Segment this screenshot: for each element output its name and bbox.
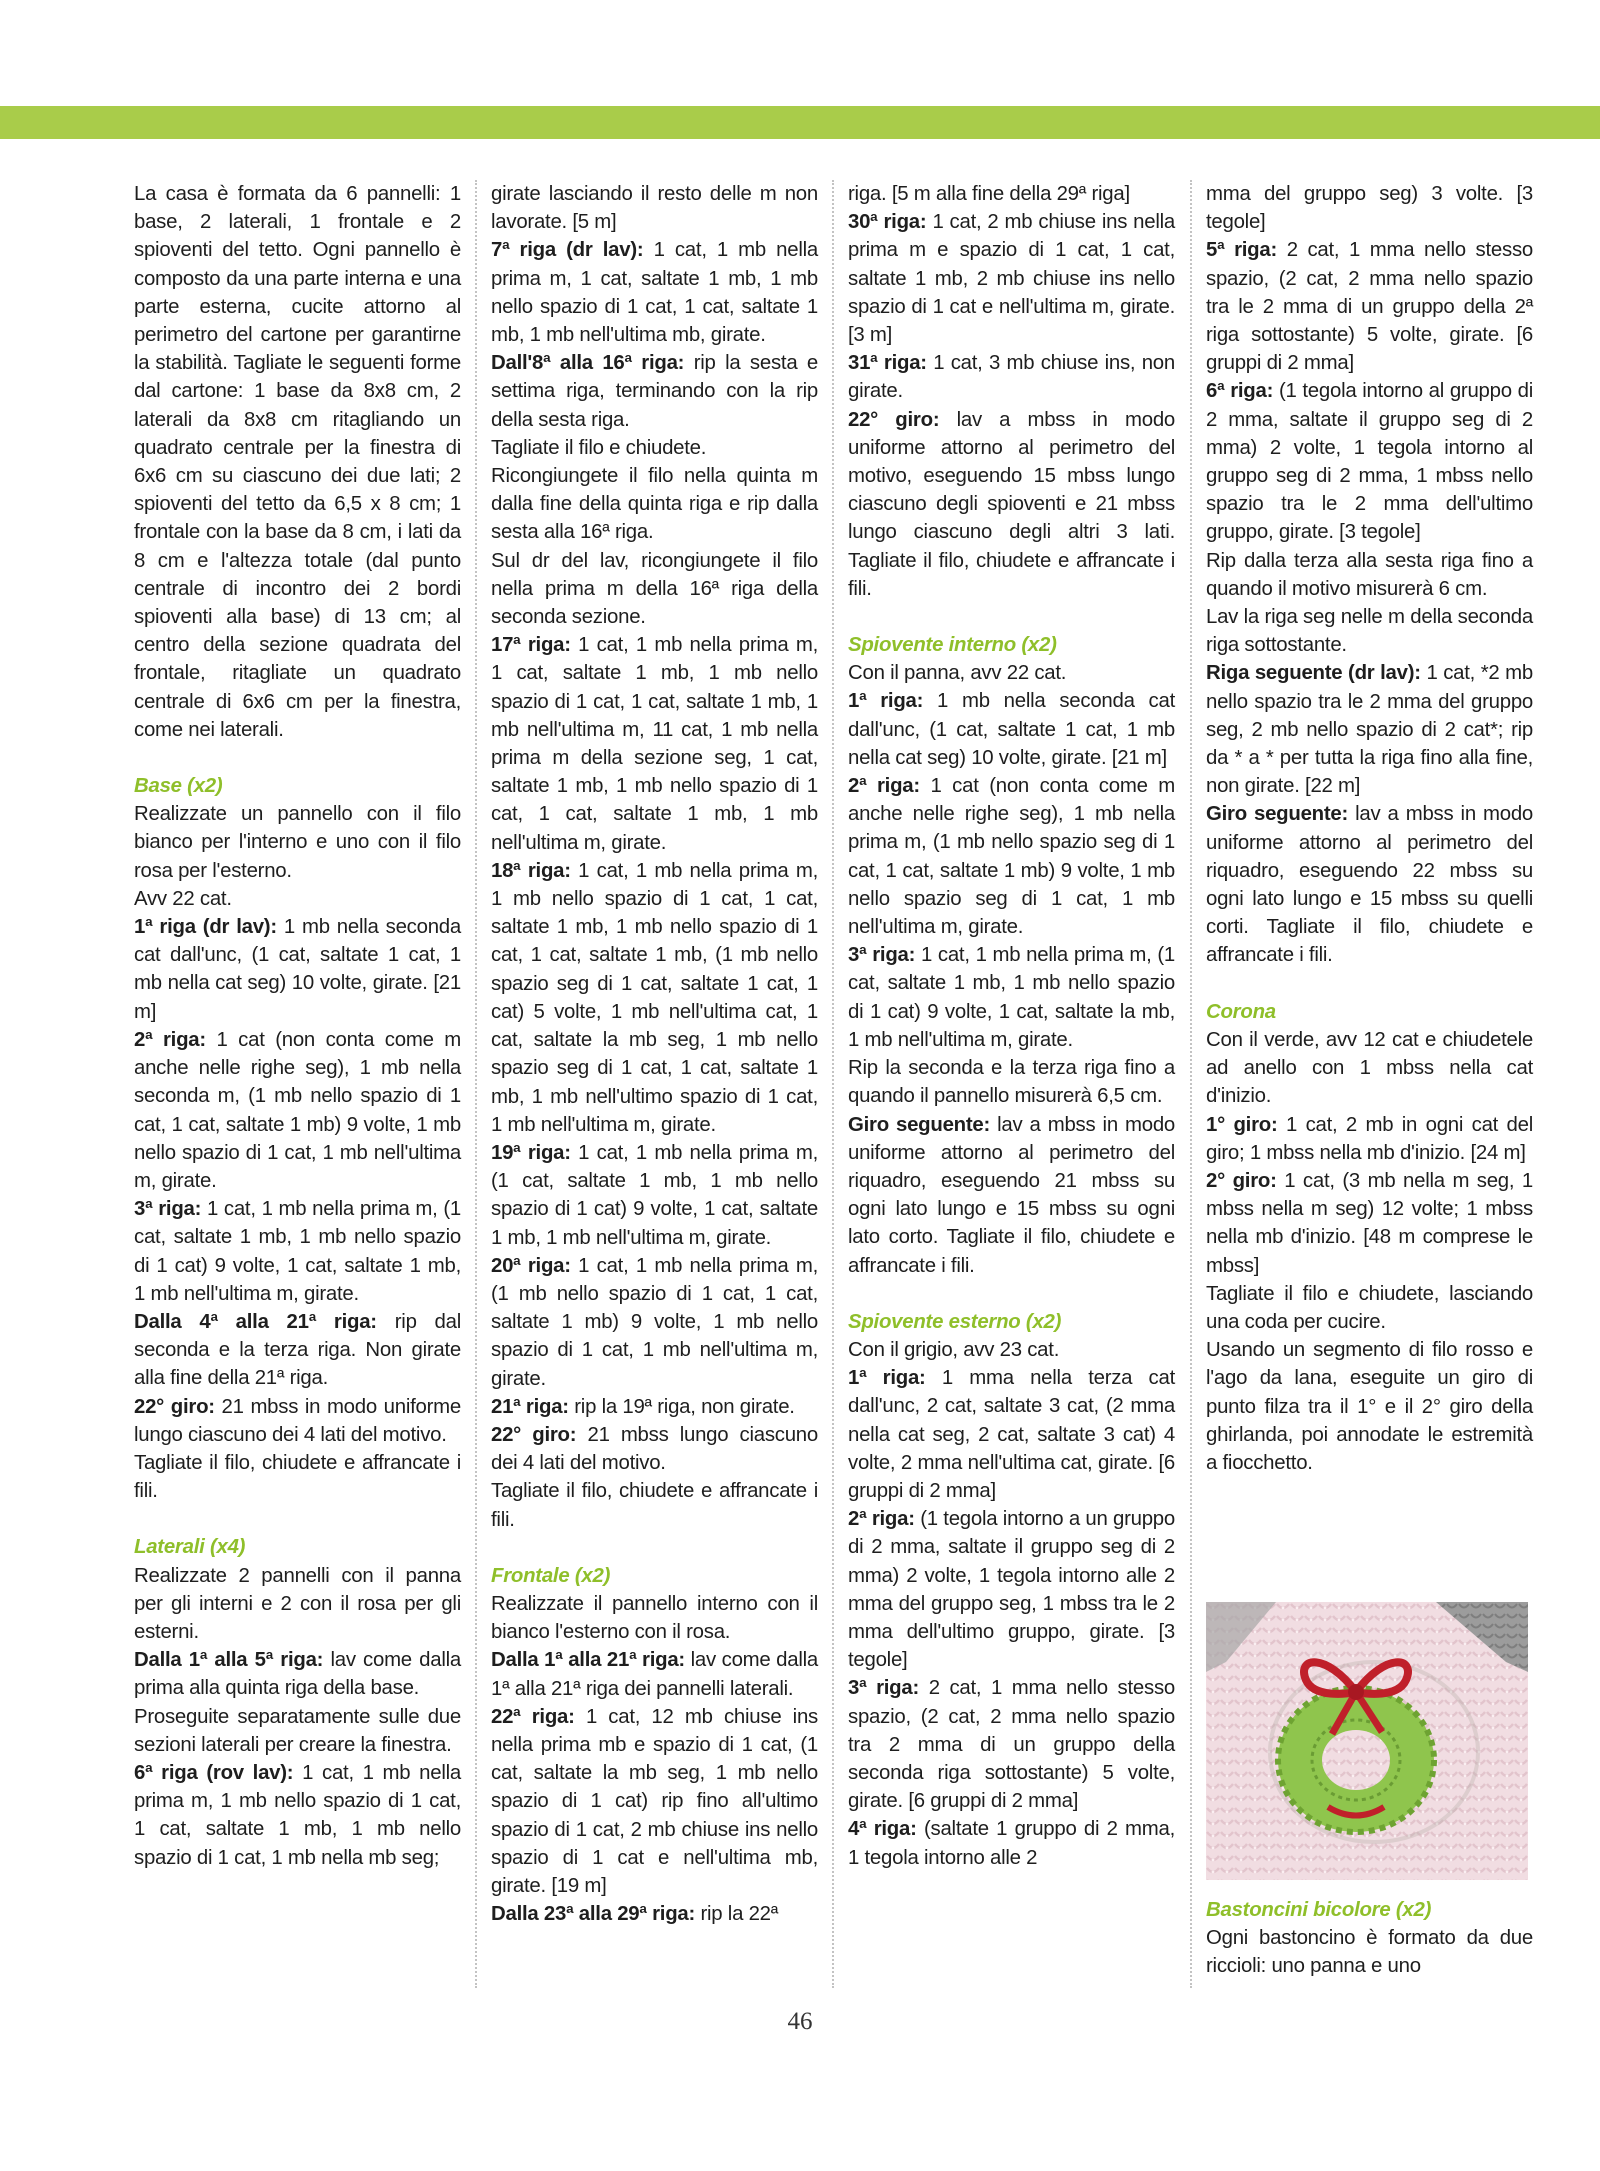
instruction-row [134, 1646, 461, 1702]
row-text: 1 cat, (3 mb nella m seg, 1 mbss nella m seg) 12 volte; 1 mbss nella mb d'inizio. [48 m comprese le mbss] [1206, 1169, 1533, 1277]
instruction-row [1206, 1111, 1533, 1167]
row-text: 1 cat, 1 mb nella prima m, (1 cat, saltate 1 mb, 1 mb nello spazio di 1 cat) 9 volte, 1 cat, saltate la mb, 1 mb nell'ultima m, girate. [848, 944, 1175, 1051]
row-text: 1 cat, 1 mb nella prima m, (1 cat, saltate 1 mb, 1 mb nello spazio di 1 cat) 9 volte, 1 cat, saltate 1 mb, 1 mb nell'ultima m, girate. [134, 1198, 461, 1305]
paragraph: Realizzate 2 pannelli con il panna per gli interni e 2 con il rosa per gli esterni. [134, 1564, 461, 1643]
row-label: 3ª riga: [848, 944, 916, 967]
paragraph: Lav la riga seg nelle m della seconda riga sottostante. [1206, 606, 1533, 657]
instruction-row [848, 208, 1175, 349]
top-accent-band [0, 106, 1600, 139]
row-label: 2ª riga: [848, 1508, 915, 1531]
row-text: 1 cat, 1 mb nella prima m, 1 cat, saltate 1 mb, 1 mb nello spazio di 1 cat, 1 cat, saltate 1 mb, 1 mb nell'ultima m, 11 cat, 1 mb nella prima m della sezione seg, 1 cat, saltate 1 mb, 1 mb nello spazio di 1 cat, 1 cat, saltate 1 mb, 1 mb nell'ultima m, girate. [491, 634, 818, 854]
row-label: 3ª riga: [134, 1198, 202, 1221]
paragraph: Tagliate il filo e chiudete. [491, 436, 707, 459]
text-column-1 [134, 180, 461, 1872]
paragraph: Tagliate il filo e chiudete, lasciando una coda per cucire. [1206, 1282, 1533, 1333]
instruction-row [848, 1111, 1175, 1280]
instruction-row [848, 687, 1175, 772]
instruction-row [491, 1421, 818, 1477]
instruction-row [1206, 659, 1533, 800]
row-text: (saltate 1 gruppo di 2 mma, 1 tegola intorno alle 2 [848, 1818, 1175, 1869]
instruction-row [848, 349, 1175, 405]
instruction-row [491, 1900, 818, 1928]
paragraph: Proseguite separatamente sulle due sezioni laterali per creare la finestra. [134, 1705, 461, 1756]
section-heading-frontale: Frontale (x2) [491, 1564, 611, 1587]
instruction-row [491, 1646, 818, 1702]
instruction-row [491, 1703, 818, 1900]
text-column-2 [491, 180, 818, 1928]
row-label: 30ª riga: [848, 211, 927, 234]
row-label: Dalla 1ª alla 21ª riga: [491, 1649, 685, 1672]
row-text: (1 tegola intorno a un gruppo di 2 mma, saltate il gruppo seg di 2 mma) 2 volte, 1 tegola intorno alle 2 mma del gruppo seg, 1 mbss tra le 2 mma dell'ultimo gruppo, girate. [3 tegole] [848, 1508, 1175, 1672]
paragraph: Ogni bastoncino è formato da due riccioli: uno panna e uno [1206, 1927, 1533, 1978]
paragraph: Realizzate un pannello con il filo bianco per l'interno e uno con il filo rosa per l'esterno. [134, 803, 461, 882]
row-label: 22° giro: [134, 1395, 215, 1418]
row-label: 6ª riga (rov lav): [134, 1761, 294, 1784]
row-text: 1 cat (non conta come m anche nelle righe seg), 1 mb nella prima m, (1 mb nello spazio seg di 1 cat, 1 cat, saltate 1 mb) 9 volte, 1 mb nello spazio seg di 1 cat, 1 mb nell'ultima m, girate. [848, 775, 1175, 939]
row-label: 7ª riga (dr lav): [491, 239, 644, 262]
row-text: rip la 22ª [695, 1903, 779, 1926]
paragraph: Avv 22 cat. [134, 887, 232, 910]
row-text: 1 mb nella seconda cat dall'unc, (1 cat, saltate 1 cat, 1 mb nella cat seg) 10 volte, girate. [21 m] [134, 916, 461, 1023]
instruction-row [1206, 377, 1533, 546]
section-heading-spiovente-esterno: Spiovente esterno (x2) [848, 1310, 1062, 1333]
instruction-row [134, 1195, 461, 1308]
text-column-4 [1206, 180, 1533, 1477]
instruction-row [491, 349, 818, 434]
row-text: lav come dalla 1ª alla 21ª riga dei pannelli laterali. [491, 1649, 818, 1700]
instruction-row [848, 1674, 1175, 1815]
row-label: Dalla 1ª alla 5ª riga: [134, 1649, 324, 1672]
instruction-row [491, 631, 818, 857]
row-text: 1 cat, 3 mb chiuse ins, non girate. [848, 352, 1175, 403]
instruction-row [134, 913, 461, 1026]
row-text: rip dal seconda e la terza riga. Non girate alla fine della 21ª riga. [134, 1310, 462, 1390]
row-label: 31ª riga: [848, 352, 927, 375]
row-text: 1 mb nella seconda cat dall'unc, (1 cat, saltate 1 cat, 1 mb nella cat seg) 10 volte, girate. [21 m] [848, 690, 1175, 769]
row-label: 19ª riga: [491, 1141, 571, 1164]
row-text: 2 cat, 1 mma nello stesso spazio, (2 cat, 2 mma nello spazio tra 2 mma di un gruppo della seconda riga sottostante) 5 volte, girate. [6 gruppi di 2 mma] [848, 1677, 1175, 1813]
instruction-row [491, 857, 818, 1139]
row-text: lav a mbss in modo uniforme attorno al perimetro del motivo, eseguendo 15 mbss lungo ciascuno degli spioventi e 21 mbss lungo ciascuno degli altri 3 lati. Tagliate il filo, chiudete e affrancate i fili. [848, 408, 1175, 600]
instruction-row [848, 1364, 1175, 1505]
instruction-row [491, 1139, 818, 1252]
row-label: 22° giro: [848, 408, 940, 431]
column-divider [832, 180, 834, 1988]
instruction-row [134, 1759, 461, 1872]
row-text: lav a mbss in modo uniforme attorno al perimetro del riquadro, eseguendo 21 mbss su ogni lato lungo e 15 mbss su ogni lato corto. Tagliate il filo, chiudete e affrancate i fili. [848, 1113, 1175, 1277]
row-label: 1° giro: [1206, 1113, 1278, 1136]
instruction-row [848, 1815, 1175, 1871]
row-label: 21ª riga: [491, 1395, 569, 1418]
text-column-3 [848, 180, 1175, 1872]
paragraph: riga. [5 m alla fine della 29ª riga] [848, 183, 1130, 205]
row-text: 1 cat, *2 mb nello spazio tra le 2 mma del gruppo seg, 2 mb nello spazio di 2 cat*; rip da * a * per tutta la riga fino alla fine, non girate. [22 m] [1206, 662, 1533, 798]
row-text: rip la sesta e settima riga, terminando con la rip della sesta riga. [491, 352, 818, 431]
row-label: Dalla 23ª alla 29ª riga: [491, 1903, 696, 1926]
row-label: 4ª riga: [848, 1818, 917, 1841]
paragraph: Con il verde, avv 12 cat e chiudetele ad anello con 1 mbss nella cat d'inizio. [1206, 1028, 1533, 1108]
paragraph: girate lasciando il resto delle m non lavorate. [5 m] [491, 183, 818, 234]
instruction-row [491, 236, 818, 349]
row-label: 6ª riga: [1206, 380, 1274, 403]
row-label: 2ª riga: [134, 1028, 206, 1051]
section-heading-laterali: Laterali (x4) [134, 1536, 246, 1559]
row-text: lav come dalla prima alla quinta riga della base. [134, 1649, 461, 1700]
paragraph: Con il grigio, avv 23 cat. [848, 1338, 1060, 1361]
row-label: Dalla 4ª alla 21ª riga: [134, 1310, 377, 1333]
paragraph: Rip dalla terza alla sesta riga fino a quando il motivo misurerà 6 cm. [1206, 549, 1533, 600]
column-divider [475, 180, 477, 1988]
row-text: 21 mbss in modo uniforme lungo ciascuno dei 4 lati del motivo. [134, 1395, 461, 1446]
row-label: 22° giro: [491, 1423, 577, 1446]
paragraph: Rip la seconda e la terza riga fino a quando il pannello misurerà 6,5 cm. [848, 1057, 1175, 1108]
column-divider [1190, 180, 1192, 1988]
instruction-row [848, 941, 1175, 1054]
row-text: 1 mma nella terza cat dall'unc, 2 cat, saltate 3 cat, (2 mma nella cat seg, 2 cat, saltate 3 cat) 4 volte, 2 mma nell'ultima cat, girate. [6 gruppi di 2 mma] [848, 1367, 1175, 1502]
paragraph: Realizzate il pannello interno con il bianco l'esterno con il rosa. [491, 1592, 818, 1644]
row-text: 1 cat, 12 mb chiuse ins nella prima mb e spazio di 1 cat, (1 cat, saltate la mb seg, 1 mb nello spazio di 1 cat) rip fino all'ultimo spazio di 1 cat, 2 mb chiuse ins nello spazio di 1 cat e nell'ultima mb, girate. [19 m] [491, 1705, 818, 1897]
instruction-row [1206, 236, 1533, 377]
crochet-wreath-icon [1206, 1602, 1528, 1880]
page-number: 46 [787, 2008, 813, 2035]
row-label: Giro seguente: [848, 1113, 991, 1136]
row-label: 3ª riga: [848, 1677, 920, 1700]
row-label: 1ª riga: [848, 1367, 926, 1390]
row-label: 20ª riga: [491, 1254, 571, 1277]
section-heading-bastoncini: Bastoncini bicolore (x2) [1206, 1899, 1432, 1921]
paragraph: Ricongiungete il filo nella quinta m dalla fine della quinta riga e rip dalla sesta alla 16ª riga. [491, 465, 818, 544]
instruction-row [134, 1393, 461, 1449]
row-label: 22ª riga: [491, 1705, 575, 1728]
row-label: Riga seguente (dr lav): [1206, 662, 1421, 685]
instruction-row [848, 772, 1175, 941]
row-label: 2° giro: [1206, 1169, 1277, 1192]
row-text: 2 cat, 1 mma nello stesso spazio, (2 cat, 2 mma nello spazio tra le 2 mma di un gruppo della 2ª riga sottostante) 5 volte, girate. [6 gruppi di 2 mma] [1206, 239, 1533, 375]
row-text: 1 cat, 2 mb chiuse ins nella prima m e spazio di 1 cat, 1 cat, saltate 1 mb, 2 mb chiuse ins nello spazio di 1 cat e nell'ultima m, girate. [3 m] [848, 211, 1175, 347]
section-heading-spiovente-interno: Spiovente interno (x2) [848, 634, 1057, 657]
row-text: 1 cat (non conta come m anche nelle righe seg), 1 mb nella seconda m, (1 mb nello spazio di 1 cat, 1 cat, saltate 1 mb) 9 volte, 1 mb nello spazio di 1 cat, 1 mb nell'ultima m, girate. [134, 1028, 461, 1192]
instruction-row [848, 406, 1175, 603]
paragraph: mma del gruppo seg) 3 volte. [3 tegole] [1206, 183, 1533, 234]
instruction-row [848, 1505, 1175, 1674]
instruction-row [1206, 800, 1533, 969]
row-text: 1 cat, 1 mb nella prima m, 1 cat, saltate 1 mb, 1 mb nello spazio di 1 cat, 1 cat, saltate 1 mb, 1 mb nell'ultima mb, girate. [491, 239, 819, 347]
paragraph: Tagliate il filo, chiudete e affrancate i fili. [491, 1480, 818, 1531]
row-text: (1 tegola intorno al gruppo di 2 mma, saltate il gruppo seg di 2 mma) 2 volte, 1 tegola intorno al gruppo seg di 2 mma, 1 mbss nello spazio tra le 2 mma dell'ultimo gruppo, girate. [3 tegole] [1206, 380, 1533, 544]
row-label: 18ª riga: [491, 859, 571, 882]
row-text: 1 cat, 1 mb nella prima m, (1 mb nello spazio di 1 cat, 1 cat, saltate 1 mb) 9 volte, 1 mb nello spazio di 1 cat, 1 mb nell'ultima m, girate. [491, 1254, 818, 1390]
instruction-row [1206, 1167, 1533, 1280]
instruction-row [134, 1026, 461, 1195]
instruction-row [491, 1252, 818, 1393]
row-text: 1 cat, 1 mb nella prima m, 1 mb nello spazio di 1 cat, 1 cat, saltate 1 mb, 1 mb nello spazio di 1 cat, 1 mb nella mb seg; [134, 1761, 462, 1869]
paragraph: Tagliate il filo, chiudete e affrancate i fili. [134, 1451, 461, 1503]
row-text: 1 cat, 1 mb nella prima m, (1 cat, saltate 1 mb, 1 mb nello spazio di 1 cat) 9 volte, 1 cat, saltate 1 mb, 1 mb nell'ultima m, girate. [491, 1141, 818, 1249]
text-column-4-bottom [1206, 1896, 1533, 1981]
paragraph: Sul dr del lav, ricongiungete il filo nella prima m della 16ª riga della seconda sezione. [491, 549, 818, 629]
paragraph: Usando un segmento di filo rosso e l'ago da lana, eseguite un giro di punto filza tra il 1° e il 2° giro della ghirlanda, poi annodate le estremità a fiocchetto. [1206, 1339, 1533, 1474]
row-label: 17ª riga: [491, 634, 571, 657]
row-label: 1ª riga: [848, 690, 924, 713]
row-label: 5ª riga: [1206, 239, 1278, 262]
row-text: 1 cat, 2 mb in ogni cat del giro; 1 mbss nella mb d'inizio. [24 m] [1206, 1113, 1534, 1164]
row-label: 2ª riga: [848, 775, 920, 798]
row-text: 1 cat, 1 mb nella prima m, 1 mb nello spazio di 1 cat, 1 cat, saltate 1 mb, 1 mb nello spazio di 1 cat, 1 cat, saltate 1 mb, (1 mb nello spazio seg di 1 cat, saltate 1 cat, 1 cat) 5 volte, 1 mb nell'ultima cat, 1 cat, saltate la mb seg, 1 mb nello spazio seg di 1 cat, 1 cat, saltate 1 mb, 1 mb nell'ultimo spazio di 1 cat, 1 mb nell'ultima m, girate. [491, 859, 818, 1136]
intro-paragraph: La casa è formata da 6 pannelli: 1 base, 2 laterali, 1 frontale e 2 spioventi del tetto. Ogni pannello è composto da una parte interna e una parte esterna, cucite attorno al perimetro del cartone per garantirne la stabilità. Tagliate le seguenti forme dal cartone: 1 base da 8x8 cm, 2 laterali da 8x8 cm ritagliando un quadrato centrale per la finestra di 6x6 cm su ciascuno dei due lati; 2 spioventi del tetto da 6,5 x 8 cm; 1 frontale con la base da 8 cm, i lati da 8 cm e l'altezza totale (dal punto centrale di incontro dei 2 bordi spioventi alla base) di 13 cm; al centro della sezione quadrata del frontale, ritagliate un quadrato centrale di 6x6 cm per la finestra, come nei laterali. [134, 183, 461, 741]
row-text: rip la 19ª riga, non girate. [568, 1395, 795, 1418]
section-heading-corona: Corona [1206, 1000, 1276, 1023]
instruction-row [134, 1308, 461, 1393]
row-label: 1ª riga (dr lav): [134, 916, 277, 939]
row-label: Dall'8ª alla 16ª riga: [491, 352, 685, 375]
paragraph: Con il panna, avv 22 cat. [848, 662, 1067, 685]
instruction-row [491, 1393, 818, 1421]
row-label: Giro seguente: [1206, 803, 1349, 826]
row-text: 21 mbss lungo ciascuno dei 4 lati del motivo. [491, 1423, 818, 1475]
crochet-wreath-photo [1206, 1602, 1528, 1880]
section-heading-base: Base (x2) [134, 775, 223, 798]
row-text: lav a mbss in modo uniforme attorno al perimetro del riquadro, eseguendo 22 mbss su ogni lato lungo e 15 mbss su quelli corti. Tagliate il filo, chiudete e affrancate i fili. [1206, 803, 1533, 967]
